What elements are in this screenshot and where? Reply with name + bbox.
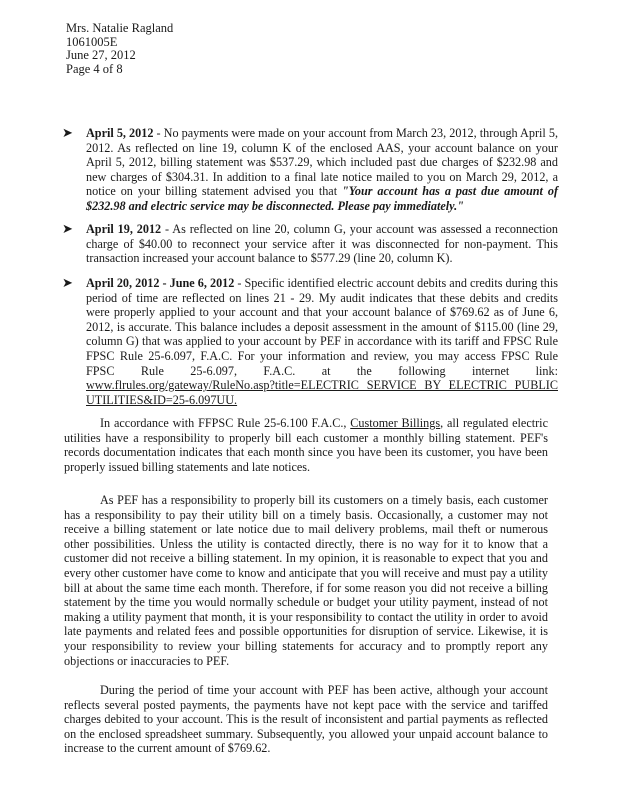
- bullet-heading: April 5, 2012: [86, 126, 154, 140]
- letter-date: June 27, 2012: [66, 48, 136, 62]
- rule-title: Customer Billings: [350, 416, 441, 430]
- page-number: Page 4 of 8: [66, 61, 123, 76]
- bullet-text: - As reflected on line 20, column G, your account was assessed a reconnection charge of $40.00 to reconnect your service after it was disconnected for non-payment. This transaction increased your account balance to $577.29 (line 20, column K).: [86, 222, 558, 266]
- paragraph-text: During the period of time your account with PEF has been active, although your account reflects several posted payments, the payments have not kept pace with the service and tariffed charges debited to your account. This is the result of inconsistent and partial payments as reflected on the enclosed spreadsheet summary. Subsequently, you allowed your unpaid account balance to increase to the current amount of $769.62.: [64, 683, 548, 756]
- paragraph-responsibility: [64, 493, 548, 668]
- paragraph-text: , all regulated electric utilities have a responsibility to properly bill each customer a monthly billing statement. PEF's records documentation indicates that each month since you have been its customer, you have been properly issued billing statements and late notices.: [64, 416, 548, 474]
- arrow-bullet-icon: ➤: [62, 125, 73, 140]
- bullet-text: - Specific identified electric account debits and credits during this period of time are reflected on lines 21 - 29. My audit indicates that these debits and credits were properly applied to your account and that your account balance of $769.62 as of June 6, 2012, is accurate. This balance includes a deposit assessment in the amount of $115.00 (line 29, column G) that was applied to your account by PEF in accordance with its tariff and FPSC Rule FPSC Rule 25-6.097, F.A.C. For your information and review, you may access FPSC Rule FPSC Rule 25-6.097, F.A.C. at the following internet link:: [86, 276, 558, 378]
- paragraph-customer-billings: [64, 416, 548, 474]
- bullet-text: - No payments were made on your account from March 23, 2012, through April 5, 2012. As reflected on line 19, column K of the enclosed AAS, your account balance on your April 5, 2012, billing statement was $537.29, which included past due charges of $232.98 and new charges of $304.31. In addition to a final late notice mailed to you on March 29, 2012, a notice on your billing statement advised you that: [86, 126, 558, 199]
- recipient-name: Mrs. Natalie Ragland: [66, 21, 174, 35]
- paragraph-account-history: [64, 683, 548, 756]
- account-number: 1061005E: [66, 34, 118, 49]
- bullet-april-19: [62, 222, 558, 266]
- letter-header: [66, 22, 173, 76]
- rule-link[interactable]: www.flrules.org/gateway/RuleNo.asp?title=ELECTRIC SERVICE BY ELECTRIC PUBLIC UTILITIES&ID=25-6.097UU.: [86, 378, 558, 407]
- bullet-april-5: [62, 126, 558, 214]
- bullet-heading: April 19, 2012: [86, 222, 162, 236]
- arrow-bullet-icon: ➤: [62, 275, 73, 290]
- bullet-emphasis: "Your account has a past due amount of $232.98 and electric service may be disconnected. Please pay immediately.": [86, 184, 558, 213]
- bullet-heading: April 20, 2012 - June 6, 2012: [86, 276, 235, 290]
- bullet-april-20-june-6: [62, 276, 558, 407]
- arrow-bullet-icon: ➤: [62, 221, 73, 236]
- paragraph-text: As PEF has a responsibility to properly bill its customers on a timely basis, each customer has a responsibility to pay their utility bill on a timely basis. Occasionally, a customer may not receive a billing statement or late notice due to mail delivery problems, mail theft or numerous other possibilities. Unless the utility is contacted directly, there is no way for it to know that a customer did not receive a billing statement. In my opinion, it is reasonable to expect that you and every other customer have come to know and anticipate that you will receive and must pay a utility bill at about the same time each month. Therefore, if for some reason you did not receive a billing statement by the time you would normally schedule or budget your utility payment, instead of not making a utility payment that month, it is your responsibility to contact the utility in order to avoid late payments and related fees and possible opportunities for disruption of service. Likewise, it is your responsibility to review your billing statements for accuracy and to promptly report any objections or inaccuracies to PEF.: [64, 493, 548, 668]
- paragraph-text: In accordance with FFPSC Rule 25-6.100 F.A.C.,: [100, 416, 351, 430]
